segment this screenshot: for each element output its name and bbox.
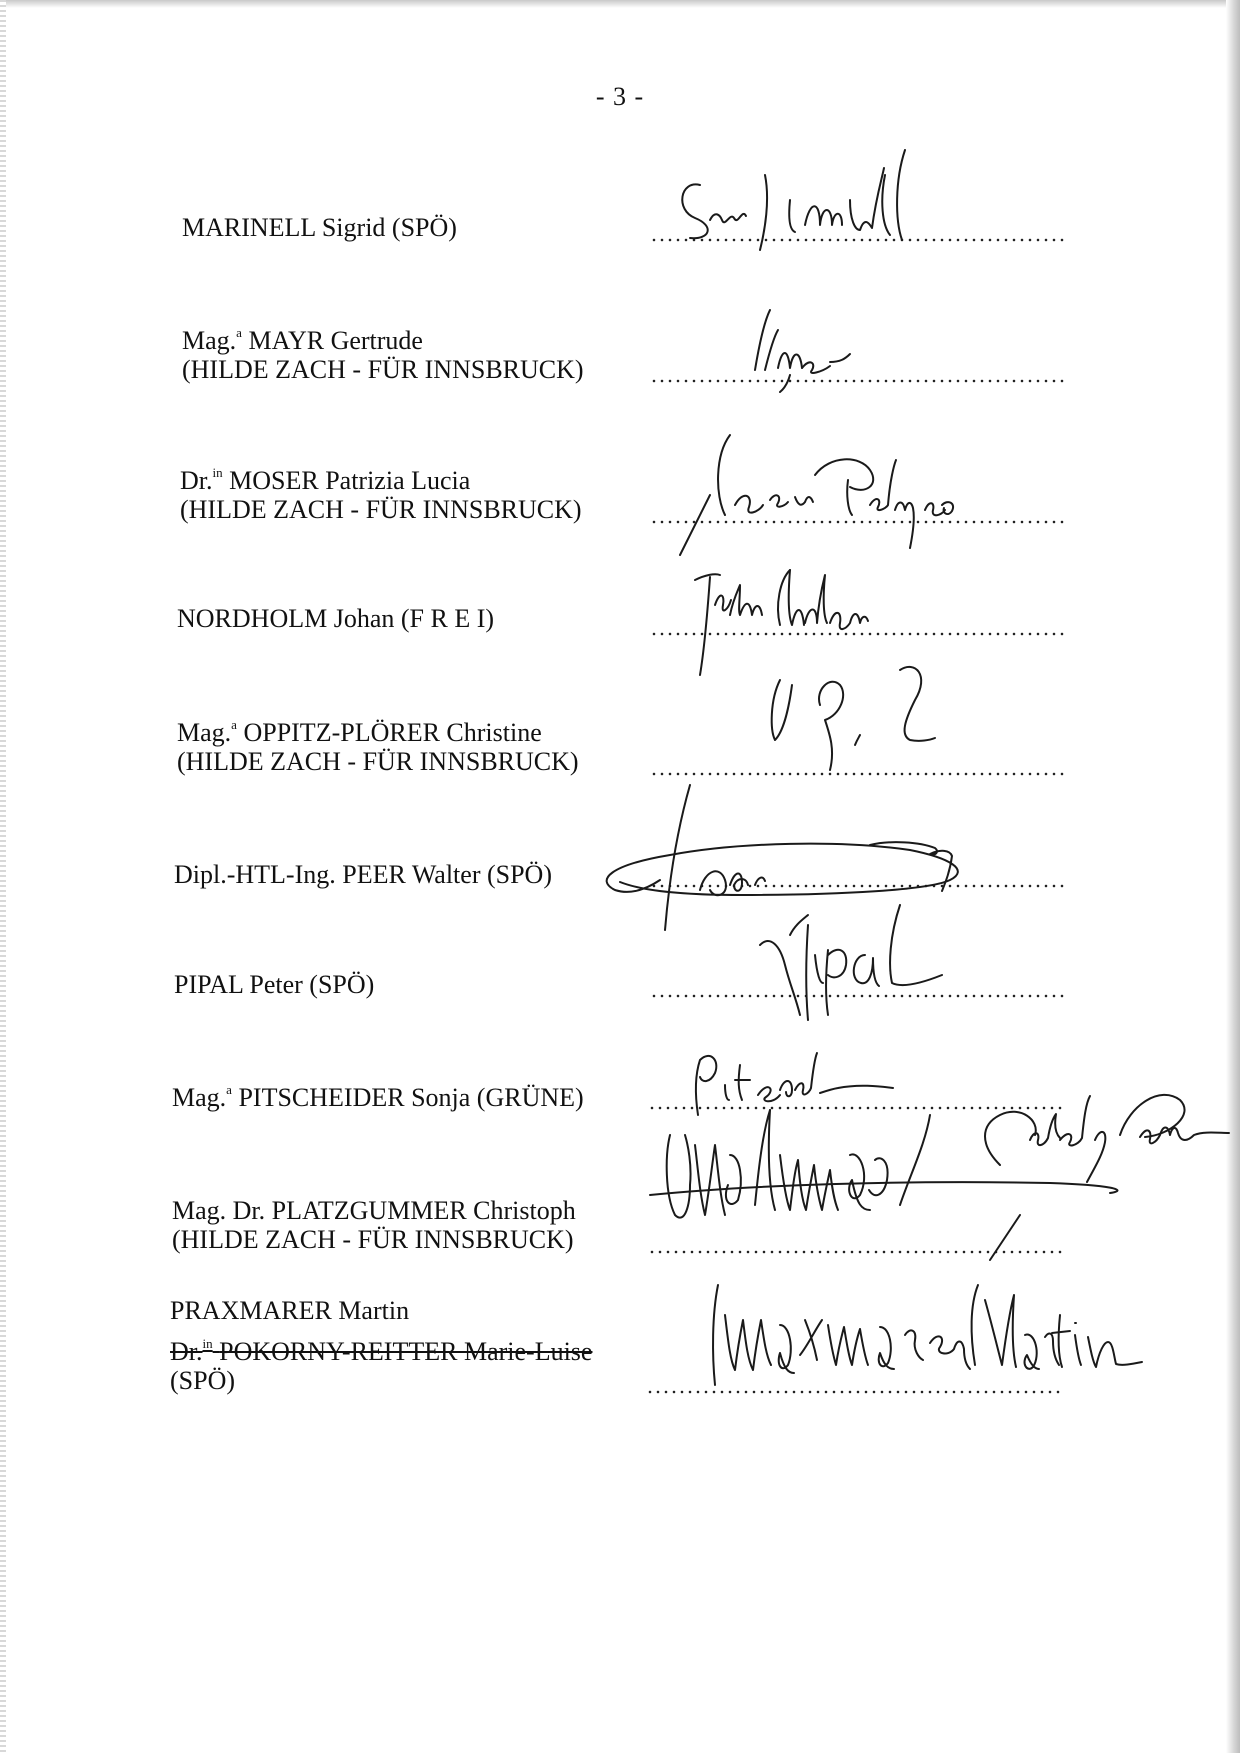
member-name: Mag. Dr. PLATZGUMMER Christoph (172, 1196, 576, 1225)
struck-name: POKORNY-REITTER Marie-Luise (219, 1337, 593, 1366)
handwritten-signature (740, 895, 970, 1025)
handwritten-signature (670, 140, 970, 260)
handwritten-signature (650, 1075, 1220, 1275)
handwritten-signature (730, 660, 990, 780)
member-name: NORDHOLM Johan (F R E I) (177, 604, 495, 633)
member-title-suffix: a (226, 1082, 232, 1097)
member-faction: (SPÖ) (170, 1366, 236, 1395)
member-name: PRAXMARER Martin (170, 1296, 410, 1325)
member-name: PIPAL Peter (SPÖ) (174, 970, 375, 999)
member-faction: (HILDE ZACH - FÜR INNSBRUCK) (180, 495, 582, 524)
struck-title: Dr. (170, 1337, 203, 1366)
member-title-suffix: a (231, 717, 237, 732)
member-name: MARINELL Sigrid (SPÖ) (182, 213, 457, 242)
member-title-suffix: in (212, 465, 223, 480)
member-name (172, 1083, 584, 1112)
member-title: Mag. (182, 326, 237, 355)
handwritten-signature (670, 425, 1030, 575)
handwritten-signature (700, 1255, 1140, 1395)
struck-previous-member (170, 1337, 592, 1366)
page-number: - 3 - (595, 82, 645, 111)
struck-title-suffix: in (202, 1336, 213, 1351)
member-faction: (HILDE ZACH - FÜR INNSBRUCK) (182, 355, 584, 384)
member-name (177, 718, 542, 747)
member-name (182, 326, 423, 355)
member-name-text: MOSER Patrizia Lucia (229, 466, 471, 495)
member-faction: (HILDE ZACH - FÜR INNSBRUCK) (172, 1225, 574, 1254)
member-title: Dr. (180, 466, 213, 495)
member-name (180, 466, 470, 495)
scan-left-edge (0, 0, 6, 1753)
member-faction: (HILDE ZACH - FÜR INNSBRUCK) (177, 747, 579, 776)
member-title-suffix: a (236, 325, 242, 340)
handwritten-signature (730, 300, 890, 400)
member-name-text: OPPITZ-PLÖRER Christine (243, 718, 542, 747)
member-name: Dipl.-HTL-Ing. PEER Walter (SPÖ) (174, 860, 552, 889)
member-title: Mag. (172, 1083, 227, 1112)
scan-right-edge (1226, 0, 1240, 1753)
scan-top-edge (0, 0, 1240, 8)
member-name-text: PITSCHEIDER Sonja (GRÜNE) (238, 1083, 584, 1112)
member-title: Mag. (177, 718, 232, 747)
member-name-text: MAYR Gertrude (248, 326, 423, 355)
